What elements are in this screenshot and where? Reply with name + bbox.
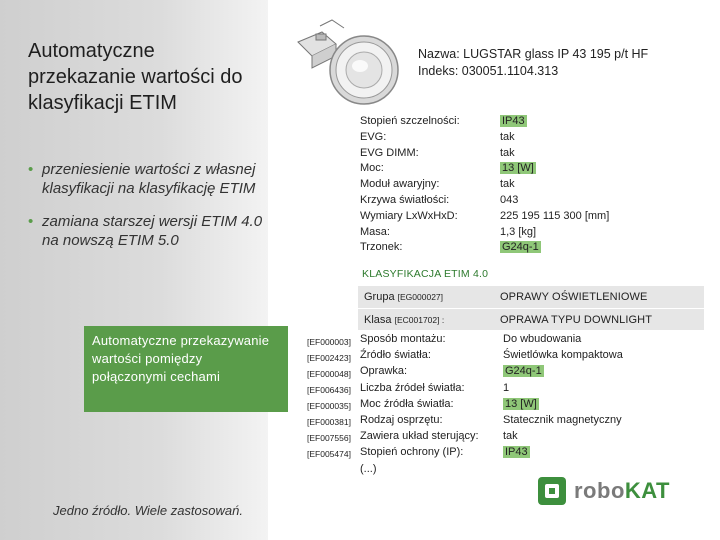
feature-value: Świetlówka kompaktowa: [503, 349, 623, 362]
spec-value: IP43: [502, 115, 525, 127]
spec-label: Wymiary LxWxHxD:: [360, 209, 458, 222]
feature-code: [EF000003]: [307, 337, 351, 347]
feature-bullets: [28, 160, 264, 264]
feature-value: 1: [503, 381, 510, 394]
spec-values: [500, 114, 609, 256]
etim-feature-labels: [360, 331, 479, 477]
logo-part-robo: robo: [574, 478, 625, 503]
callout-box: Automatyczne przekazywanie wartości pomiędzy połączonymi cechami: [84, 326, 288, 412]
spec-value: 225 195 115 300 [mm]: [500, 209, 610, 222]
group-label: Grupa: [364, 291, 395, 303]
spec-value: tak: [500, 146, 515, 159]
group-value: OPRAWY OŚWIETLENIOWE: [500, 291, 648, 303]
spec-label: Moc:: [360, 162, 384, 175]
feature-code: [EF005474]: [307, 449, 351, 459]
feature-label: Liczba źródeł światła:: [360, 381, 465, 394]
feature-value: Statecznik magnetyczny: [503, 414, 622, 427]
etim-feature-values: [503, 331, 623, 461]
feature-code: [EF000381]: [307, 417, 351, 427]
downlight-product-image: [292, 14, 404, 112]
feature-label: Sposób montażu:: [360, 333, 446, 345]
feature-label: Rodzaj osprzętu:: [360, 414, 443, 427]
spec-value: 043: [500, 193, 519, 206]
spec-label: Krzywa światłości:: [360, 193, 450, 206]
class-label: Klasa: [364, 314, 392, 326]
spec-label: Moduł awaryjny:: [360, 178, 440, 191]
spec-value: G24q-1: [502, 241, 539, 254]
feature-label: (...): [360, 462, 377, 475]
feature-value: 13 [W]: [505, 397, 537, 410]
logo-part-kat: KAT: [624, 478, 670, 503]
spec-label: EVG:: [360, 130, 387, 143]
class-label-wrap: [364, 309, 444, 331]
spec-value: 1,3 [kg]: [500, 225, 537, 238]
etim-class-row: [358, 308, 704, 330]
spec-label: Trzonek:: [360, 241, 403, 254]
bullet-item: • przeniesienie wartości z własnej klasyfikacji na klasyfikację ETIM: [28, 160, 264, 198]
tagline: Jedno źródło. Wiele zastosowań.: [53, 503, 243, 518]
etim-heading: KLASYFIKACJA ETIM 4.0: [362, 268, 489, 280]
spec-label: EVG DIMM:: [360, 146, 419, 159]
feature-label: Źródło światła:: [360, 349, 431, 362]
robokat-logo-icon: [536, 475, 568, 507]
feature-code: [EF006436]: [307, 385, 351, 395]
spec-label: Stopień szczelności:: [360, 115, 460, 127]
logo-text: [574, 478, 670, 504]
etim-feature-codes: [307, 334, 351, 462]
spec-label: Masa:: [360, 225, 390, 238]
spec-labels: [360, 114, 460, 256]
feature-code: [EF002423]: [307, 353, 351, 363]
product-name-block: [418, 46, 648, 80]
spec-value: tak: [500, 130, 515, 143]
feature-value: tak: [503, 430, 518, 443]
feature-label: Stopień ochrony (IP):: [360, 446, 464, 459]
feature-label: Oprawka:: [360, 365, 408, 378]
feature-code: [EF007556]: [307, 433, 351, 443]
feature-value: G24q-1: [505, 365, 542, 378]
group-label-wrap: [364, 286, 443, 308]
etim-group-row: [358, 286, 704, 308]
spec-value: 13 [W]: [502, 162, 534, 175]
feature-label: Zawiera układ sterujący:: [360, 430, 479, 443]
robokat-logo: [536, 473, 670, 509]
feature-value: IP43: [505, 446, 528, 459]
feature-code: [EF000035]: [307, 401, 351, 411]
feature-code: [EF000048]: [307, 369, 351, 379]
spec-value: tak: [500, 178, 515, 191]
group-code: [EG000027]: [397, 292, 444, 302]
left-panel: [0, 0, 268, 540]
product-index: Indeks: 030051.1104.313: [418, 64, 559, 78]
class-value: OPRAWA TYPU DOWNLIGHT: [500, 314, 653, 326]
left-title: Automatyczne przekazanie wartości do klasyfikacji ETIM: [28, 40, 243, 114]
bullet-item: • zamiana starszej wersji ETIM 4.0 na nowszą ETIM 5.0: [28, 212, 264, 250]
product-name: Nazwa: LUGSTAR glass IP 43 195 p/t HF: [418, 47, 649, 61]
feature-label: Moc źródła światła:: [360, 397, 454, 410]
class-code: [EC001702] :: [394, 315, 445, 325]
feature-value: Do wbudowania: [503, 333, 582, 345]
